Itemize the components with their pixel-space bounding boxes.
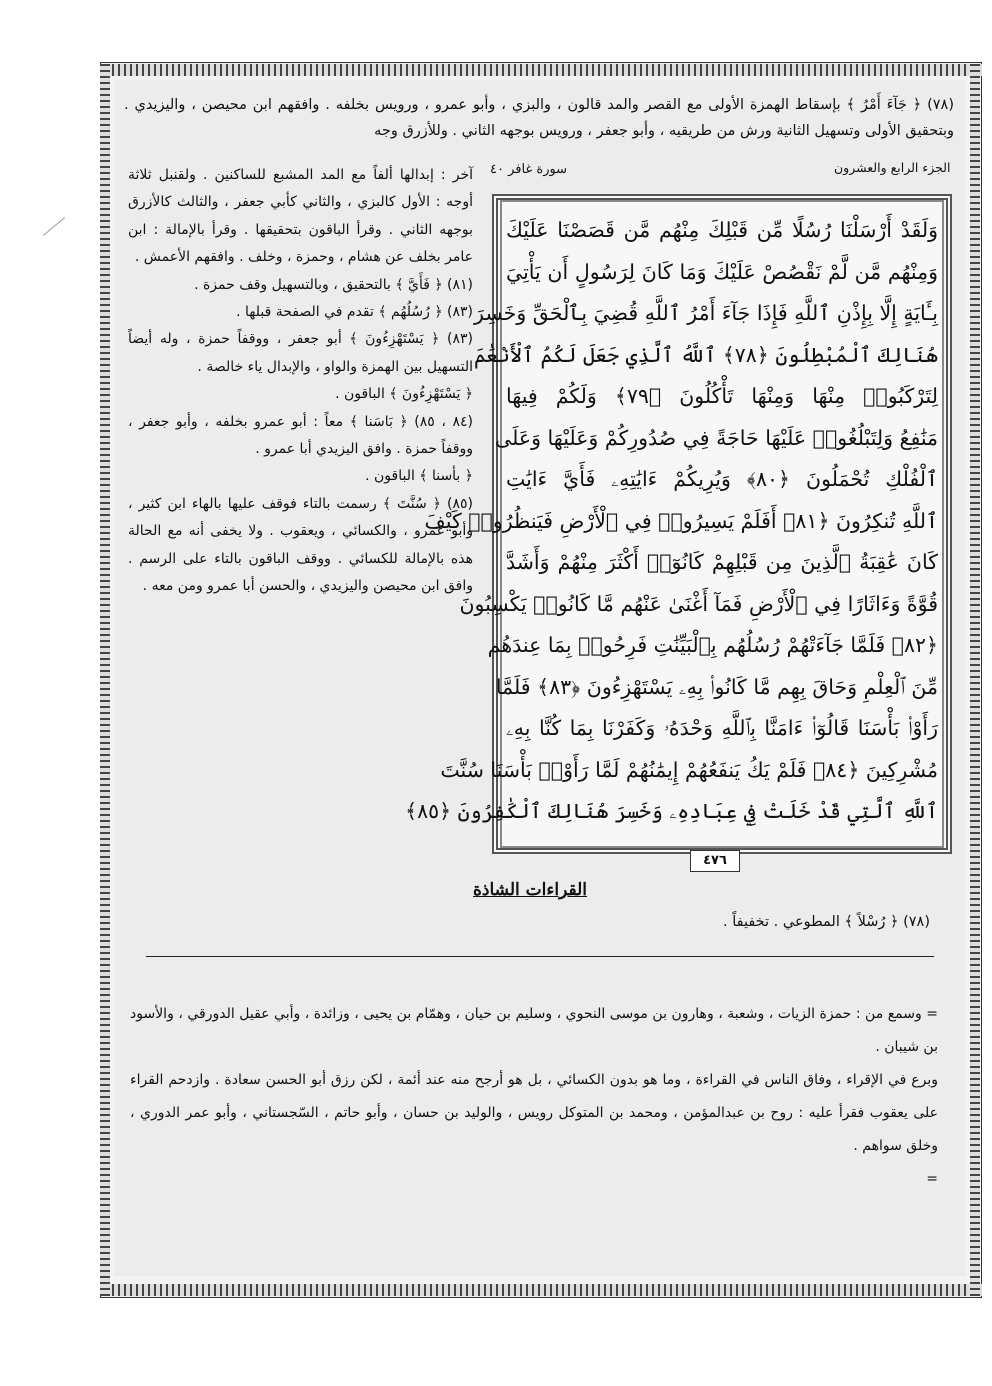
footnote-paragraph: =: [926, 1171, 938, 1187]
scan-artifact: [43, 217, 65, 236]
verse-line: بِـَٔايَةٍ إِلَّا بِإِذْنِ ٱللَّهِ فَإِذَا جَآءَ أَمْرُ ٱللَّهِ قُضِيَ بِٱلْحَقِّ وَخَسِرَ: [474, 301, 938, 325]
footnote-paragraph: = وسمع من : حمزة الزيات ، وشعبة ، وهارون بن موسى النحوي ، وسليم بن حيان ، وهمّام بن يحيى ، وزائدة ، وأبي عقيل الدورقي ، والأسود بن شيبان .: [130, 1006, 938, 1055]
note-paragraph: ﴿ بأسنا ﴾ الباقون .: [365, 468, 473, 485]
ornamental-border-left: [100, 64, 110, 1296]
verse-line: ٱللَّهِ تُنكِرُونَ ﴿٨١﴾ أَفَلَمْ يَسِيرُوا۟ فِي ٱلْأَرْضِ فَيَنظُرُوا۟ كَيْفَ: [424, 508, 938, 533]
verse-line: وَلَقَدْ أَرْسَلْنَا رُسُلًا مِّن قَبْلِكَ مِنْهُم مَّن قَصَصْنَا عَلَيْكَ: [506, 218, 938, 242]
footnote-divider: [146, 956, 934, 957]
verse-line: ٱلْفُلْكِ تُحْمَلُونَ ﴿٨٠﴾ وَيُرِيكُمْ ءَايَٰتِهِۦ فَأَيَّ ءَايَٰتِ: [506, 467, 938, 491]
verse-line: كَانَ عَٰقِبَةُ ٱلَّذِينَ مِن قَبْلِهِمْ كَانُوٓا۟ أَكْثَرَ مِنْهُمْ وَأَشَدَّ: [506, 550, 938, 574]
note-paragraph: (٨٥) ﴿ سُنَّتَ ﴾ رسمت بالتاء فوقف عليها بالهاء ابن كثير ، وأبو عمرو ، والكسائي ، ويعقوب . ولا يخفى أنه مع الحالة هذه بالإمالة للكسائي . ووقف الباقون بالتاء على الرسم . وافق ابن محيصن واليزيدي ، والحسن أبا عمرو ومن معه .: [128, 495, 473, 595]
section-title: القراءات الشاذة: [473, 880, 587, 900]
ornamental-border-bottom: [100, 1284, 982, 1296]
ornamental-border-top: [100, 64, 982, 76]
qiraat-notes: [128, 162, 473, 601]
note-paragraph: (٨٣) ﴿ يَسْتَهْزِءُونَ ﴾ أبو جعفر ، ووقفاً حمزة ، وله أيضاً التسهيل بين الهمزة والواو ، والإبدال ياء خالصة .: [128, 331, 473, 375]
verse-line: لِتَرْكَبُوا۟ مِنْهَا وَمِنْهَا تَأْكُلُونَ ﴿٧٩﴾ وَلَكُمْ فِيهَا: [506, 384, 938, 408]
surah-header: سورة غافر ٤٠: [490, 162, 568, 177]
verse-line: وَمِنْهُم مَّن لَّمْ نَقْصُصْ عَلَيْكَ وَمَا كَانَ لِرَسُولٍ أَن يَأْتِيَ: [506, 259, 938, 284]
shadh-reading: (٧٨) ﴿ رُسْلاً ﴾ المطوعي . تخفيفاً .: [723, 914, 930, 930]
note-paragraph: ﴿ يَسْتَهْزِءُونَ ﴾ الباقون .: [335, 386, 473, 403]
footnotes: [130, 998, 938, 1196]
juz-header: الجزء الرابع والعشرون: [834, 160, 951, 175]
ornamental-border-right: [970, 64, 980, 1296]
note-paragraph: (٨٣) ﴿ رُسُلُهُم ﴾ تقدم في الصفحة قبلها .: [236, 304, 473, 321]
page-number: ٤٧٦: [690, 850, 740, 872]
note-paragraph: (٨١) ﴿ فَأَيَّ ﴾ بالتحقيق ، وبالتسهيل وقف حمزة .: [194, 276, 473, 293]
verse-line: مُشْرِكِينَ ﴿٨٤﴾ فَلَمْ يَكُ يَنفَعُهُمْ إِيمَٰنُهُمْ لَمَّا رَأَوْا۟ بَأْسَنَا سُنَّتَ: [440, 757, 938, 782]
verse-line: رَأَوْا۟ بَأْسَنَا قَالُوٓا۟ ءَامَنَّا بِٱللَّهِ وَحْدَهُۥ وَكَفَرْنَا بِمَا كُنَّا بِهِۦ: [506, 716, 938, 740]
verse-line: ﴿٨٢﴾ فَلَمَّا جَآءَتْهُمْ رُسُلُهُم بِٱلْبَيِّنَٰتِ فَرِحُوا۟ بِمَا عِندَهُم: [487, 633, 938, 657]
intro-paragraph: (٧٨) ﴿ جَآءَ أَمْرُ ﴾ بإسقاط الهمزة الأولى مع القصر والمد قالون ، والبزي ، وأبو عمرو ، ورويس بخلفه . وافقهم ابن محيصن ، واليزيدي . وبتحقيق الأولى وتسهيل الثانية ورش من طريقيه ، وأبو جعفر ، ورويس بوجهه الثاني . وللأزرق وجه: [124, 97, 954, 139]
verse-line: هُنَالِكَ ٱلْمُبْطِلُونَ ﴿٧٨﴾ ٱللَّهُ ٱلَّذِي جَعَلَ لَكُمُ ٱلْأَنْعَٰمَ: [473, 342, 938, 367]
verse-line: ٱللَّهِ ٱلَّتِي قَدْ خَلَتْ فِي عِبَادِهِۦ وَخَسِرَ هُنَالِكَ ٱلْكَٰفِرُونَ ﴿٨٥﴾: [405, 799, 938, 823]
note-paragraph: آخر : إبدالها ألفاً مع المد المشبع للساكنين . ولقنبل ثلاثة أوجه : الأول كالبزي ، والثاني كأبي جعفر ، والثالث كالأزرق بوجهه الثاني . وقرأ الباقون بتحقيقها . وقرأ بالإمالة : ابن عامر بخلف عن هشام ، وحمزة ، وخلف . وافقهم الأعمش .: [128, 167, 473, 266]
footnote-paragraph: وبرع في الإقراء ، وفاق الناس في القراءة ، وما هو بدون الكسائي ، بل هو أرجح منه عند أئمة ، لكن رزق أبو الحسن سعادة . وازدحم القراء على يعقوب فقرأ عليه : روح بن عبدالمؤمن ، ومحمد بن المتوكل رويس ، والوليد بن حسان ، وأبو حاتم ، السّجستاني ، وأبو عمر الدوري ، وخلق سواهم .: [130, 1072, 938, 1154]
verse-line: مِّنَ ٱلْعِلْمِ وَحَاقَ بِهِم مَّا كَانُوا۟ بِهِۦ يَسْتَهْزِءُونَ ﴿٨٣﴾ فَلَمَّا: [495, 674, 938, 699]
verse-line: قُوَّةً وَءَاثَارًا فِي ٱلْأَرْضِ فَمَآ أَغْنَىٰ عَنْهُم مَّا كَانُوا۟ يَكْسِبُونَ: [459, 591, 938, 616]
note-paragraph: (٨٤ ، ٨٥) ﴿ بَاسَنا ﴾ معاً : أبو عمرو بخلفه ، وأبو جعفر ، ووقفاً حمزة . وافق اليزيدي أبا عمرو .: [128, 413, 473, 458]
verse-line: مَنَٰفِعُ وَلِتَبْلُغُوا۟ عَلَيْهَا حَاجَةً فِي صُدُورِكُمْ وَعَلَيْهَا وَعَلَى: [495, 425, 938, 450]
